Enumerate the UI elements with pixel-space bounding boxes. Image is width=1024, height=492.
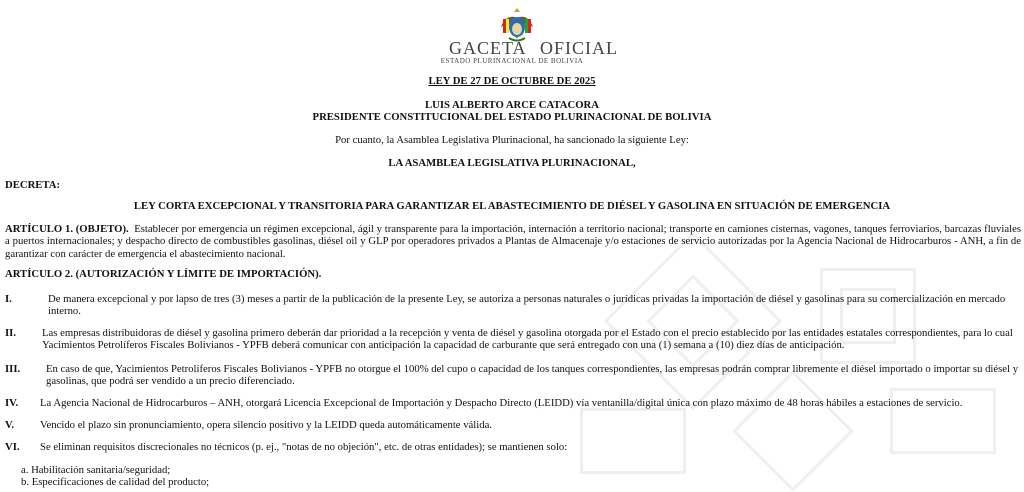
gazette-masthead — [0, 5, 1024, 63]
assembly-heading: LA ASAMBLEA LEGISLATIVA PLURINACIONAL, — [388, 157, 636, 169]
law-heading: LEY CORTA EXCEPCIONAL Y TRANSITORIA PARA GARANTIZAR EL ABASTECIMIENTO DE DIÉSEL Y GASOLINA EN SITUACIÓN DE EMERGENCIA — [133, 200, 891, 212]
list-item: a. Habilitación sanitaria/seguridad; — [21, 464, 171, 476]
item-text: La Agencia Nacional de Hidrocarburos – ANH, otorgará Licencia Excepcional de Importación y Despacho Directo (LEIDD) vía ventanilla/digital única con plazo máximo de 48 horas hábiles a estaciones de servicio. — [40, 397, 963, 409]
article-1-text: Establecer por emergencia un régimen excepcional, ágil y transparente para la importación, internación a territorio nacional; transporte en camiones cisternas, vagones, tanques ferroviarios, barcazas fluviales a puertos internacionales; y despacho directo de combustibles gasolinas, diésel oil y GLP por operadores privados a Plantas de Almacenaje y/o estaciones de servicio autorizadas por la Agencia Nacional de Hidrocarburos - ANH, a fin de garantizar con carácter de emergencia el abastecimiento nacional. — [5, 223, 1021, 260]
list-item: b. Especificaciones de calidad del producto; — [21, 476, 210, 488]
article-1-title: ARTÍCULO 1. (OBJETO). — [5, 223, 129, 235]
item-number: VI. — [5, 441, 20, 453]
item-number: IV. — [5, 397, 19, 409]
gazette-name-right: OFICIAL — [540, 38, 618, 58]
item-number: I. — [5, 293, 12, 305]
president-title: PRESIDENTE CONSTITUCIONAL DEL ESTADO PLURINACIONAL DE BOLIVIA — [312, 111, 712, 123]
gazette-subtitle: ESTADO PLURINACIONAL DE BOLIVIA — [440, 57, 584, 65]
item-text: Las empresas distribuidoras de diésel y gasolina primero deberán dar prioridad a la recepción y venta de diésel y gasolina otorgada por el Estado con el precio establecido por las entidades estatales correspondientes, para lo cual Yacimientos Petrolíferos Fiscales Bolivianos - YPFB deberá comunicar con anticipación la capacidad de carburante que será entregado con una (1) semana a (10) diez días de anticipación. — [42, 327, 1013, 352]
item-text: En caso de que, Yacimientos Petrolíferos Fiscales Bolivianos - YPFB no otorgue el 100% del cupo o capacidad de los tanques correspondientes, las empresas podrán comprar libremente el diésel importado o importar su diésel y gasolinas, que podrá ser vendido a un precio diferenciado. — [46, 363, 1019, 388]
item-text: De manera excepcional y por lapso de tres (3) meses a partir de la publicación de la presente Ley, se autoriza a personas naturales o jurídicas privadas la importación de diésel y gasolinas para su comercialización en mercado interno. — [48, 293, 1006, 318]
article-2-title: ARTÍCULO 2. (AUTORIZACIÓN Y LÍMITE DE IMPORTACIÓN). — [5, 268, 322, 280]
law-title: LEY DE 27 DE OCTUBRE DE 2025 — [428, 75, 596, 87]
item-text: Vencido el plazo sin pronunciamiento, opera silencio positivo y la LEIDD queda automáticamente válida. — [40, 419, 492, 431]
item-number: III. — [5, 363, 21, 375]
preamble: Por cuanto, la Asamblea Legislativa Plurinacional, ha sancionado la siguiente Ley: — [335, 134, 689, 146]
item-text: Se eliminan requisitos discrecionales no técnicos (p. ej., "notas de no objeción", etc. de otras entidades); se mantienen solo: — [40, 441, 568, 453]
president-name: LUIS ALBERTO ARCE CATACORA — [425, 99, 599, 111]
article-1 — [5, 223, 1021, 260]
item-number: II. — [5, 327, 16, 339]
item-number: V. — [5, 419, 15, 431]
decreta-label: DECRETA: — [5, 179, 61, 191]
gazette-name-left: GACETA — [449, 38, 527, 58]
